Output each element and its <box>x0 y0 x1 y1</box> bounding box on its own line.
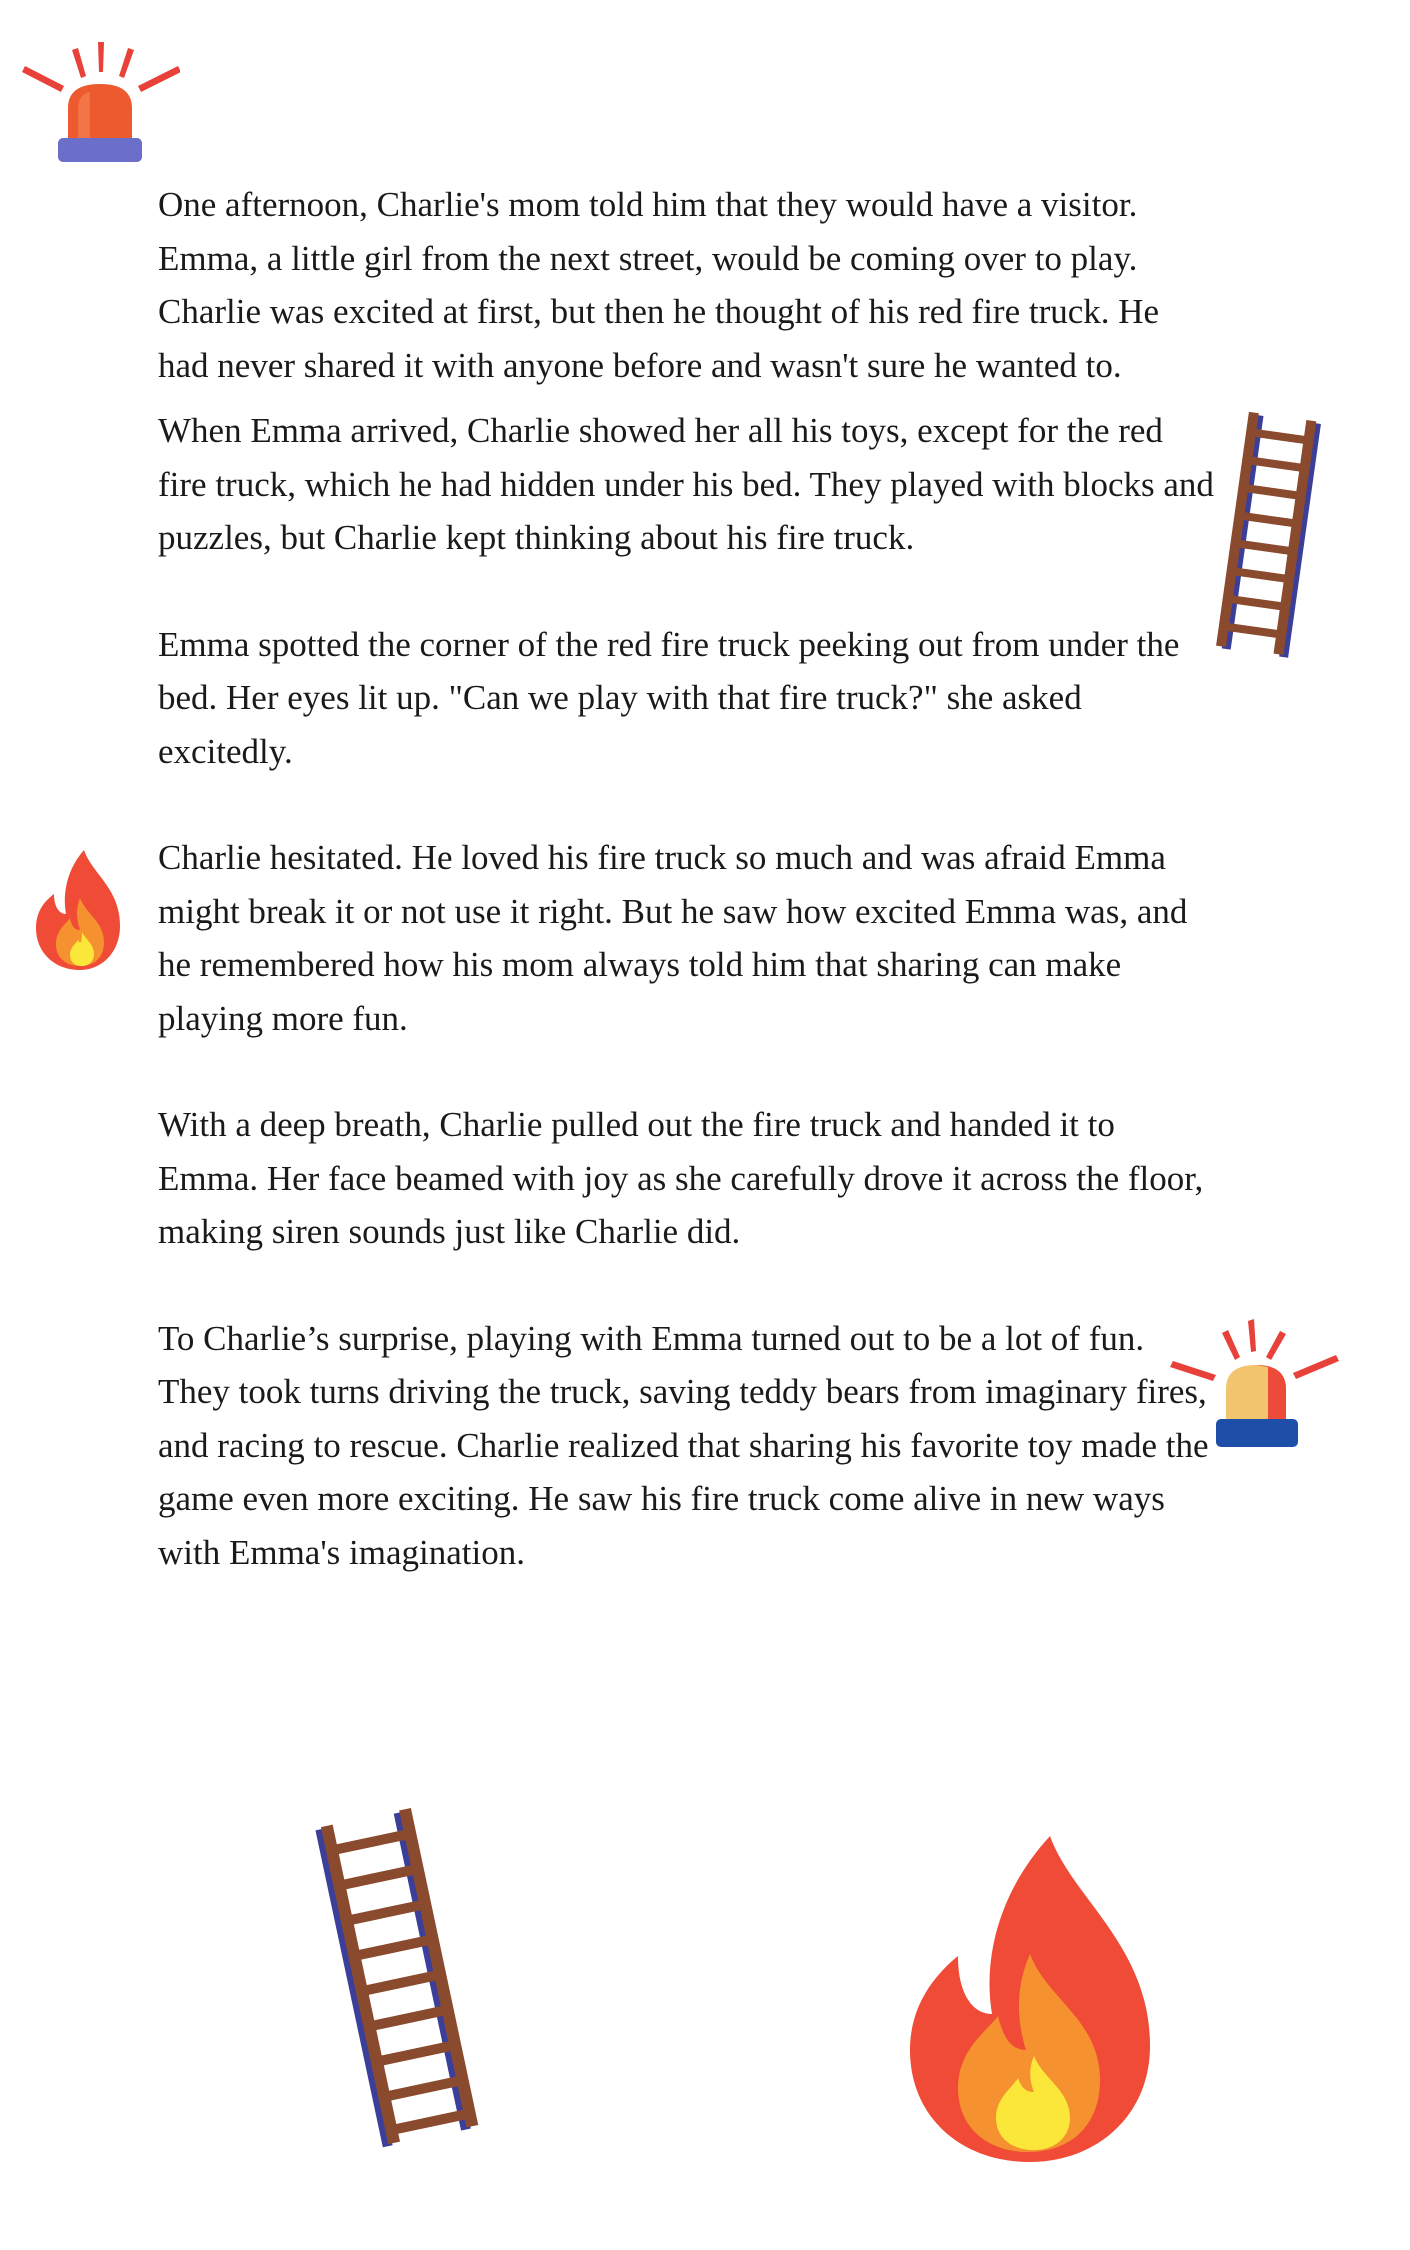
siren-icon <box>10 40 180 175</box>
siren-icon <box>1170 1315 1340 1455</box>
flame-icon <box>32 848 132 973</box>
ladder-icon <box>300 1808 500 2148</box>
story-paragraph-6: To Charlie’s surprise, playing with Emma turned out to be a lot of fun. They took turns driving the truck, saving teddy bears from imaginary fires, and racing to rescue. Charlie realized that sharing his favorite toy made the game even more exciting. He saw his fire truck come alive in new ways with Emma's imagination. <box>158 1318 1209 1572</box>
story-paragraph-5: With a deep breath, Charlie pulled out the fire truck and handed it to Emma. Her face beamed with joy as she carefully drove it across the floor, making siren sounds just like Charlie did. <box>158 1105 1204 1251</box>
story-paragraph-2: When Emma arrived, Charlie showed her all his toys, except for the red fire truck, which he had hidden under his bed. They played with blocks and puzzles, but Charlie kept thinking about his fire truck. <box>158 411 1214 557</box>
story-text <box>158 178 1218 1579</box>
story-paragraph-3: Emma spotted the corner of the red fire truck peeking out from under the bed. Her eyes lit up. "Can we play with that fire truck?" she asked excitedly. <box>158 624 1180 771</box>
flame-icon <box>900 1836 1160 2166</box>
story-paragraph-4: Charlie hesitated. He loved his fire truck so much and was afraid Emma might break it or not use it right. But he saw how excited Emma was, and he remembered how his mom always told him that sharing can make playing more fun. <box>158 838 1188 1038</box>
ladder-icon <box>1200 410 1340 660</box>
story-paragraph-1: One afternoon, Charlie's mom told him that they would have a visitor. Emma, a little girl from the next street, would be coming over to play. Charlie was excited at first, but then he thought of his red fire truck. He had never shared it with anyone before and wasn't sure he wanted to. <box>158 185 1160 385</box>
